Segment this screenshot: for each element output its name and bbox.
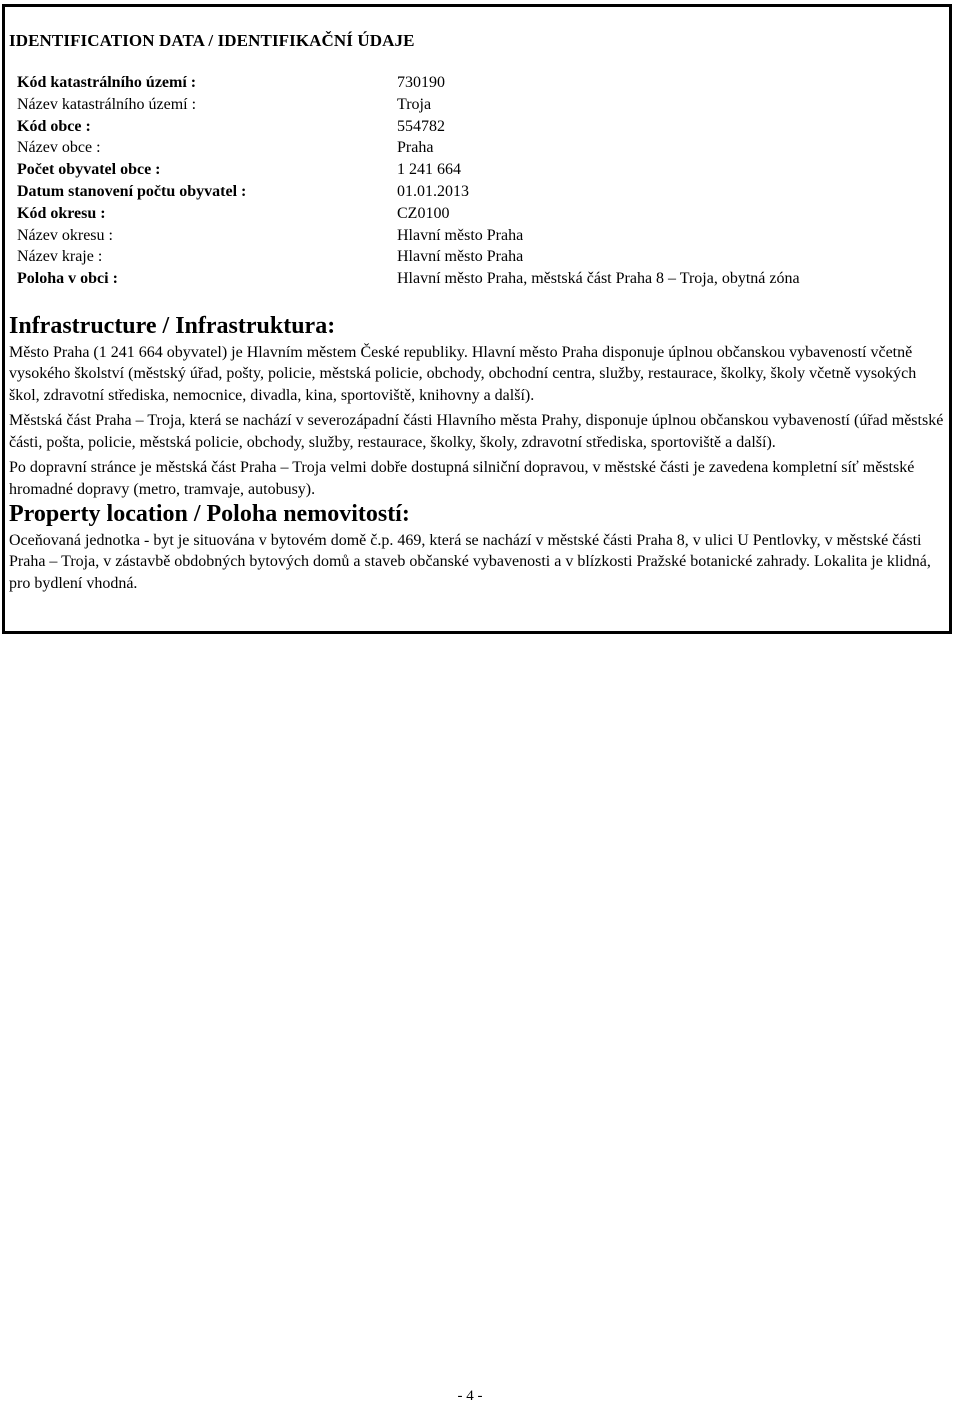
id-value: 730190 xyxy=(397,74,445,91)
id-row-cadastral-code xyxy=(17,72,937,94)
id-label: Název katastrálního území : xyxy=(17,95,197,113)
id-row-population-date xyxy=(17,181,937,203)
id-label: Kód obce : xyxy=(17,117,91,135)
id-label: Název okresu : xyxy=(17,226,113,244)
id-label: Kód okresu : xyxy=(17,204,106,222)
id-row-region-name xyxy=(17,246,937,268)
id-row-population xyxy=(17,159,937,181)
id-value: Praha xyxy=(397,139,434,157)
id-label: Datum stanovení počtu obyvatel : xyxy=(17,182,247,200)
id-label: Kód katastrálního území : xyxy=(17,74,197,91)
infrastructure-heading: Infrastructure / Infrastruktura: xyxy=(9,313,336,339)
id-value: Hlavní město Praha xyxy=(397,248,524,266)
infrastructure-paragraph: Po dopravní stránce je městská část Praha – Troja velmi dobře dostupná silniční dopravou, v městské části je zavedena kompletní síť městské hromadné dopravy (metro, tramvaje, autobusy). xyxy=(9,459,915,498)
id-row-district-name xyxy=(17,225,937,247)
id-row-location xyxy=(17,268,937,290)
infrastructure-paragraph: Městská část Praha – Troja, která se nachází v severozápadní části Hlavního města Prahy, disponuje úplnou občanskou vybaveností (úřad městské části, pošta, policie, městská policie, obchody, služby, restaurace, školky, školy, zdravotní střediska, sportoviště a další). xyxy=(9,412,944,451)
property-paragraph: Oceňovaná jednotka - byt je situována v bytovém domě č.p. 469, která se nachází v městské části Praha 8, v ulici U Pentlovky, v městské části Praha – Troja, v zástavbě obdobných bytových domů a staveb občanské vybavenosti a v blízkosti Pražské botanické zahrady. Lokalita je klidná, pro bydlení vhodná. xyxy=(9,531,931,592)
id-value: 01.01.2013 xyxy=(397,182,469,200)
id-label: Počet obyvatel obce : xyxy=(17,161,161,179)
id-row-district-code xyxy=(17,203,937,225)
identification-table xyxy=(17,72,937,290)
id-label: Název kraje : xyxy=(17,248,103,266)
infrastructure-paragraph: Město Praha (1 241 664 obyvatel) je Hlavním městem České republiky. Hlavní město Praha disponuje úplnou občanskou vybaveností včetně vysokého školství (městský úřad, pošty, policie, městská policie, obchody, obchodní centra, služby, restaurace, školky, školy včetně vysokých škol, zdravotní střediska, nemocnice, divadla, kina, sportoviště, knihovny a další). xyxy=(9,343,917,404)
id-row-cadastral-name xyxy=(17,94,937,116)
id-value: CZ0100 xyxy=(397,204,450,222)
page-number: - 4 - xyxy=(457,1388,483,1404)
id-label: Poloha v obci : xyxy=(17,270,118,288)
id-value: 1 241 664 xyxy=(397,161,461,179)
page-title: IDENTIFICATION DATA / IDENTIFIKAČNÍ ÚDAJE xyxy=(9,31,415,50)
id-value: 554782 xyxy=(397,117,445,135)
id-value: Hlavní město Praha, městská část Praha 8 – Troja, obytná zóna xyxy=(397,270,800,288)
id-value: Hlavní město Praha xyxy=(397,226,524,244)
id-label: Název obce : xyxy=(17,139,101,157)
content-section xyxy=(9,313,944,594)
id-value: Troja xyxy=(397,95,432,113)
property-heading: Property location / Poloha nemovitostí: xyxy=(9,501,410,527)
id-row-municipality-name xyxy=(17,137,937,159)
id-row-municipality-code xyxy=(17,116,937,138)
